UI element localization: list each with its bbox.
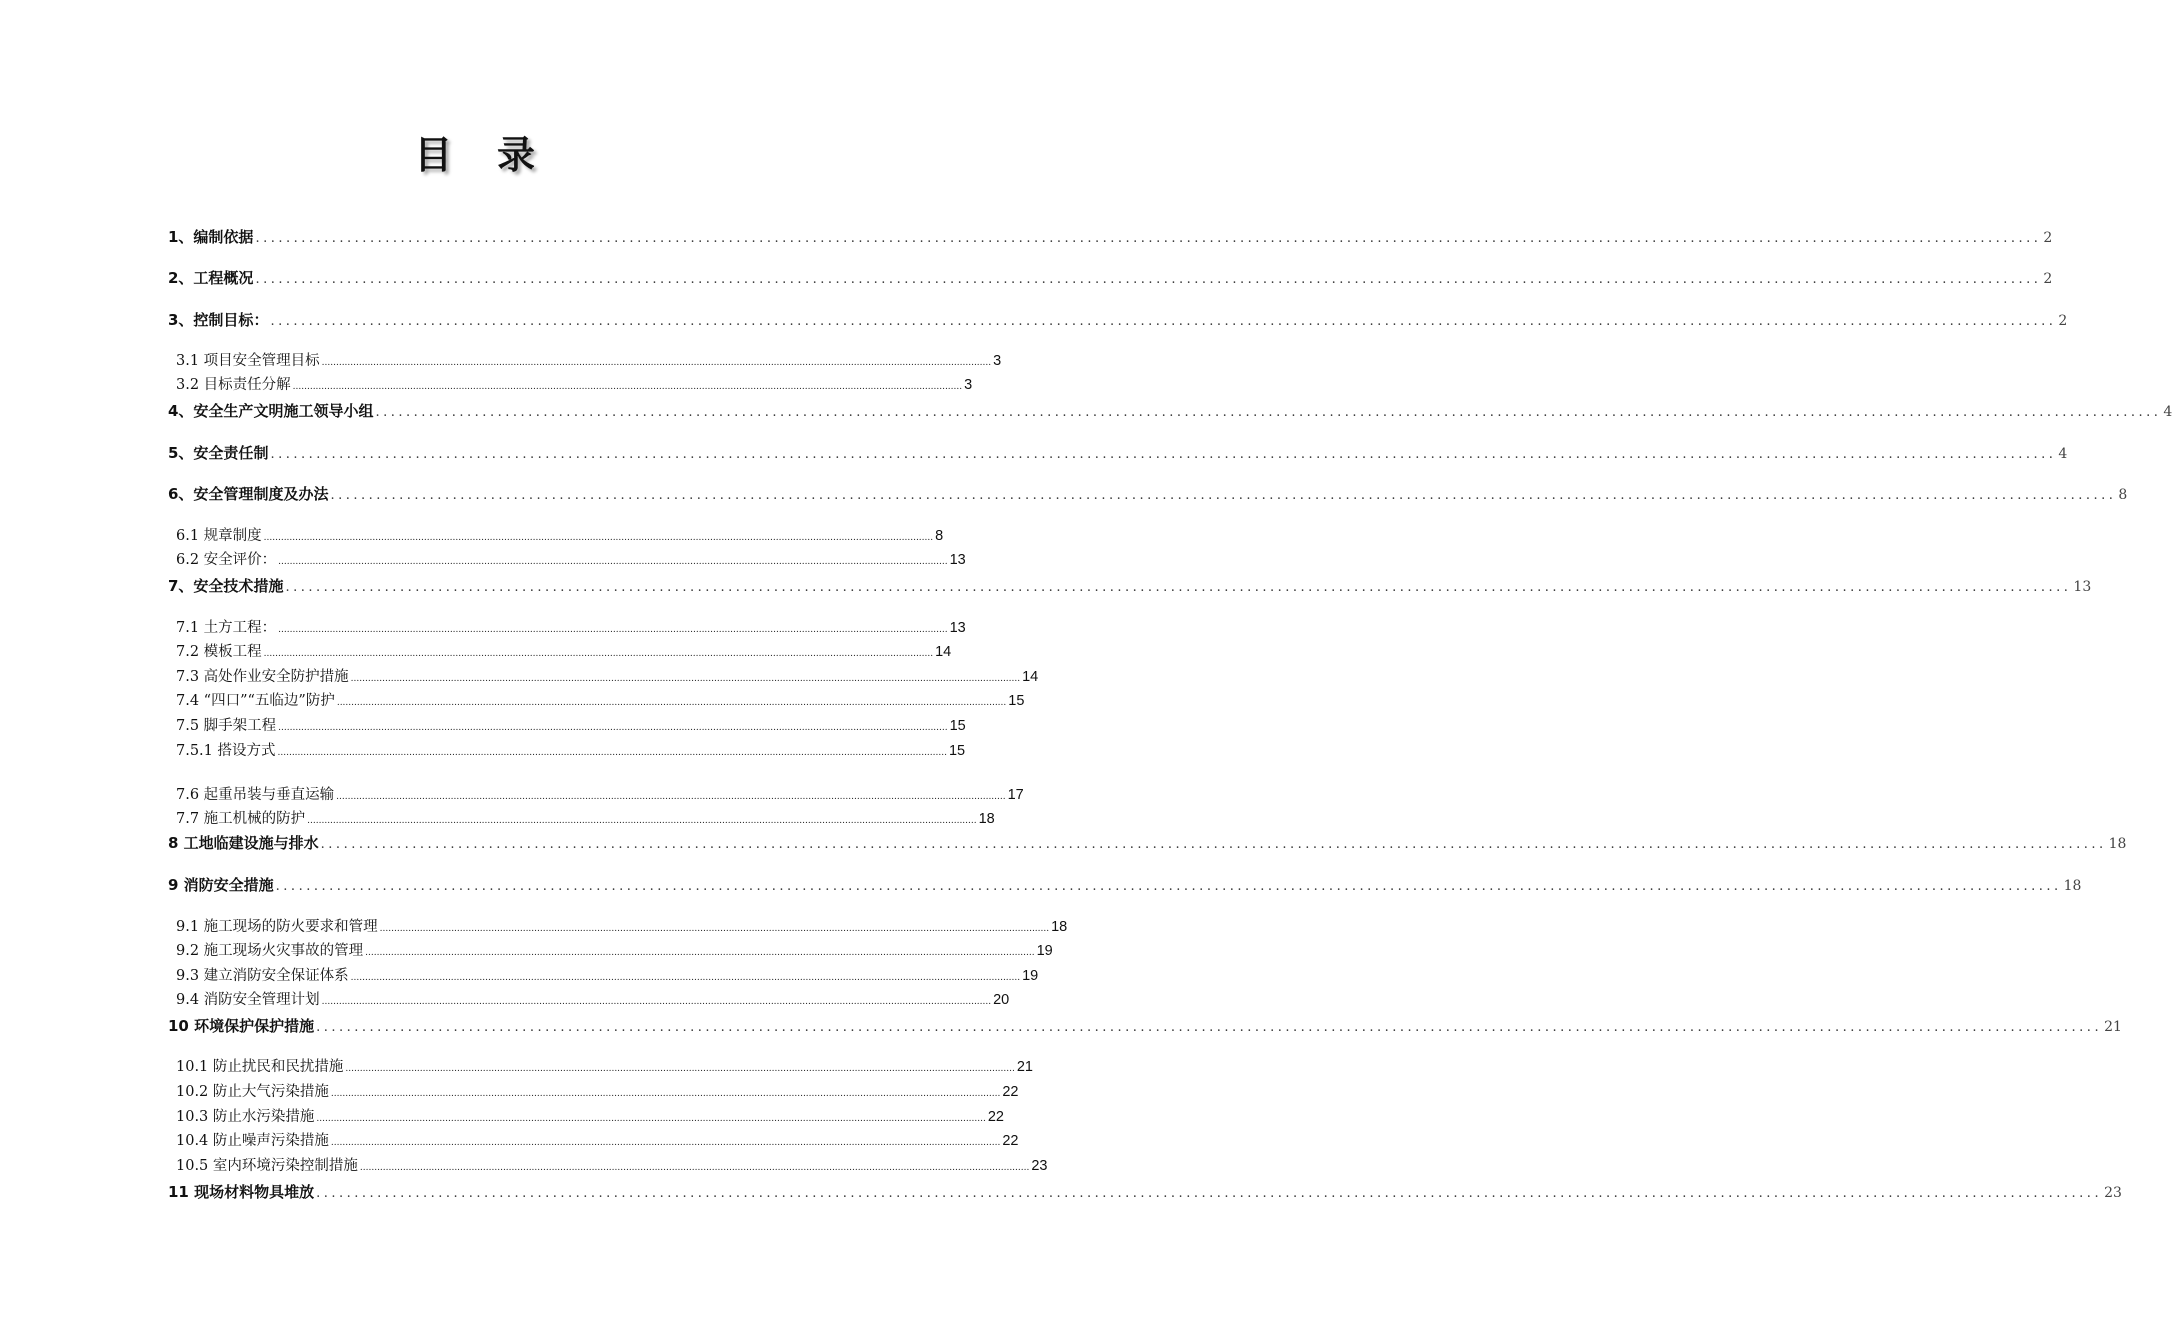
- toc-entry-label: 9.1 施工现场的防火要求和管理: [176, 919, 378, 935]
- toc-dot-leader: ..........................................................................................................................................................................................................................................: [336, 698, 1007, 708]
- toc-entry-page: 18: [978, 811, 995, 827]
- toc-entry-label: 7.6 起重吊装与垂直运输: [176, 787, 335, 803]
- toc-entry-label: 9.2 施工现场火灾事故的管理: [176, 943, 364, 959]
- toc-entry-label: 6.2 安全评价：: [176, 552, 277, 568]
- toc-entry: [176, 350, 1002, 372]
- toc-entry-label: 10 环境保护保护措施: [168, 1017, 315, 1035]
- toc-entry-label: 10.5 室内环境污染控制措施: [176, 1158, 358, 1174]
- toc-entry: [176, 374, 973, 396]
- toc-entry-label: 6.1 规章制度: [176, 528, 262, 544]
- toc-entry-page: 18: [2063, 878, 2082, 894]
- toc-entry-label: 5、安全责任制: [168, 444, 269, 462]
- toc-entry-label: 11 现场材料物具堆放: [168, 1183, 315, 1201]
- toc-title-char-1: 目: [414, 133, 453, 177]
- toc-entry-page: 19: [1036, 943, 1053, 959]
- toc-entry: [176, 1130, 1019, 1152]
- toc-entry: [168, 400, 2172, 422]
- toc-entry-page: 15: [1008, 693, 1025, 709]
- toc-entry-page: 3: [964, 377, 973, 393]
- toc-entry: [168, 309, 2068, 331]
- toc-entry: [176, 715, 966, 737]
- toc-entry-page: 8: [935, 528, 944, 544]
- toc-entry-label: 2、工程概况: [168, 269, 254, 287]
- toc-entry-label: 10.4 防止噪声污染措施: [176, 1133, 329, 1149]
- toc-entry-label: 4、安全生产文明施工领导小组: [168, 402, 374, 420]
- toc-entry-label: 7.3 高处作业安全防护措施: [176, 669, 349, 685]
- toc-entry: [176, 617, 966, 639]
- toc-dot-leader: ..........................................................................................................................................................................................................................................: [316, 1186, 2103, 1201]
- toc-entry-page: 13: [949, 620, 966, 636]
- toc-dot-leader: ..........................................................................................................................................................................................................................................: [345, 1064, 1015, 1074]
- toc-dot-leader: ..........................................................................................................................................................................................................................................: [255, 231, 2042, 246]
- toc-entry: [168, 483, 2128, 505]
- toc-dot-leader: ..........................................................................................................................................................................................................................................: [321, 358, 992, 368]
- toc-dot-leader: ..........................................................................................................................................................................................................................................: [321, 997, 992, 1007]
- toc-entry-page: 18: [1051, 919, 1068, 935]
- toc-entry-label: 7.5.1 搭设方式: [176, 743, 276, 759]
- toc-entry-label: 7、安全技术措施: [168, 577, 284, 595]
- toc-entry-label: 9 消防安全措施: [168, 876, 274, 894]
- toc-entry-page: 13: [949, 552, 966, 568]
- toc-entry: [176, 784, 1024, 806]
- toc-entry-page: 2: [2043, 271, 2053, 287]
- toc-entry-page: 23: [1031, 1158, 1048, 1174]
- toc-entry: [176, 549, 966, 571]
- toc-entry-page: 4: [2163, 404, 2172, 420]
- toc-entry-label: 9.4 消防安全管理计划: [176, 992, 320, 1008]
- toc-dot-leader: ..........................................................................................................................................................................................................................................: [307, 816, 977, 826]
- toc-entry-page: 20: [993, 992, 1010, 1008]
- toc-entry-page: 2: [2043, 230, 2053, 246]
- toc-entry-page: 4: [2058, 446, 2068, 462]
- toc-dot-leader: ..........................................................................................................................................................................................................................................: [330, 1089, 1001, 1099]
- toc-entry-page: 14: [1022, 669, 1039, 685]
- toc-entry: [176, 989, 1010, 1011]
- toc-entry-label: 7.2 模板工程: [176, 644, 262, 660]
- toc-entry: [168, 226, 2053, 248]
- toc-entry-label: 7.7 施工机械的防护: [176, 811, 306, 827]
- toc-dot-leader: ..........................................................................................................................................................................................................................................: [359, 1163, 1030, 1173]
- toc-dot-leader: ..........................................................................................................................................................................................................................................: [330, 1138, 1001, 1148]
- toc-entry-page: 15: [949, 718, 966, 734]
- toc-entry-page: 21: [2104, 1019, 2122, 1035]
- toc-entry-page: 17: [1007, 787, 1024, 803]
- toc-entry-label: 3.2 目标责任分解: [176, 377, 291, 393]
- toc-entry: [176, 641, 952, 663]
- toc-dot-leader: ..........................................................................................................................................................................................................................................: [278, 557, 948, 567]
- toc-entry-page: 13: [2073, 579, 2092, 595]
- toc-entry-label: 10.2 防止大气污染措施: [176, 1084, 329, 1100]
- toc-entry: [176, 666, 1039, 688]
- toc-entry-page: 22: [987, 1109, 1004, 1125]
- toc-dot-leader: ..........................................................................................................................................................................................................................................: [379, 924, 1050, 934]
- toc-entry: [176, 1056, 1033, 1078]
- toc-entry-page: 21: [1016, 1059, 1033, 1075]
- toc-entry: [176, 940, 1053, 962]
- toc-entry: [176, 690, 1025, 712]
- toc-entry: [168, 832, 2127, 854]
- toc-dot-leader: ..........................................................................................................................................................................................................................................: [255, 272, 2042, 287]
- toc-entry: [168, 1015, 2122, 1037]
- toc-dot-leader: ..........................................................................................................................................................................................................................................: [375, 405, 2162, 420]
- toc-entry-page: 2: [2058, 313, 2068, 329]
- toc-entry-label: 3、控制目标：: [168, 311, 269, 329]
- toc-dot-leader: ..........................................................................................................................................................................................................................................: [278, 723, 948, 733]
- toc-entry: [168, 874, 2082, 896]
- toc-dot-leader: ..........................................................................................................................................................................................................................................: [365, 948, 1035, 958]
- toc-dot-leader: ..........................................................................................................................................................................................................................................: [275, 879, 2062, 894]
- toc-entry-label: 7.5 脚手架工程: [176, 718, 277, 734]
- toc-entry-label: 7.1 土方工程：: [176, 620, 277, 636]
- toc-entry-label: 1、编制依据: [168, 228, 254, 246]
- toc-entry: [176, 1081, 1019, 1103]
- toc-entry-page: 18: [2108, 836, 2127, 852]
- toc-dot-leader: ..........................................................................................................................................................................................................................................: [316, 1020, 2103, 1035]
- toc-entry-page: 22: [1002, 1133, 1019, 1149]
- toc-entry-page: 23: [2104, 1185, 2122, 1201]
- toc-entry-page: 8: [2118, 487, 2128, 503]
- toc-entry: [176, 916, 1068, 938]
- toc-dot-leader: ..........................................................................................................................................................................................................................................: [350, 674, 1021, 684]
- toc-entry-label: 10.1 防止扰民和民扰措施: [176, 1059, 344, 1075]
- toc-dot-leader: ..........................................................................................................................................................................................................................................: [263, 533, 934, 543]
- toc-entry-page: 19: [1022, 968, 1039, 984]
- toc-entry-label: 7.4 “四口”“五临边”防护: [176, 693, 335, 709]
- toc-entry: [176, 965, 1039, 987]
- toc-entry: [168, 267, 2053, 289]
- toc-entry-page: 3: [993, 353, 1002, 369]
- toc-entry: [176, 1106, 1004, 1128]
- toc-dot-leader: ..........................................................................................................................................................................................................................................: [350, 973, 1021, 983]
- toc-entry-page: 22: [1002, 1084, 1019, 1100]
- toc-entry-label: 8 工地临建设施与排水: [168, 834, 319, 852]
- toc-entry: [176, 740, 966, 762]
- toc-entry: [168, 575, 2092, 597]
- toc-entry: [176, 808, 995, 830]
- toc-dot-leader: ..........................................................................................................................................................................................................................................: [277, 748, 947, 758]
- toc-dot-leader: ..........................................................................................................................................................................................................................................: [270, 314, 2057, 329]
- toc-entry-page: 15: [948, 743, 966, 759]
- toc-dot-leader: ..........................................................................................................................................................................................................................................: [330, 488, 2117, 503]
- toc-dot-leader: ..........................................................................................................................................................................................................................................: [320, 837, 2107, 852]
- toc-dot-leader: ..........................................................................................................................................................................................................................................: [263, 649, 934, 659]
- toc-dot-leader: ..........................................................................................................................................................................................................................................: [316, 1114, 986, 1124]
- toc-entry-label: 6、安全管理制度及办法: [168, 485, 329, 503]
- toc-dot-leader: ..........................................................................................................................................................................................................................................: [292, 382, 963, 392]
- toc-dot-leader: ..........................................................................................................................................................................................................................................: [270, 447, 2057, 462]
- toc-entry-label: 10.3 防止水污染措施: [176, 1109, 315, 1125]
- toc-entry-label: 9.3 建立消防安全保证体系: [176, 968, 349, 984]
- toc-dot-leader: ..........................................................................................................................................................................................................................................: [285, 580, 2072, 595]
- toc-dot-leader: ..........................................................................................................................................................................................................................................: [336, 792, 1006, 802]
- toc-entry: [176, 525, 944, 547]
- toc-entry: [168, 442, 2068, 464]
- toc-entry-page: 14: [935, 644, 952, 660]
- toc-entry: [168, 1181, 2122, 1203]
- toc-dot-leader: ..........................................................................................................................................................................................................................................: [278, 625, 948, 635]
- toc-entry-label: 3.1 项目安全管理目标: [176, 353, 320, 369]
- toc-entry: [176, 1155, 1048, 1177]
- toc-title-char-2: 录: [497, 133, 536, 177]
